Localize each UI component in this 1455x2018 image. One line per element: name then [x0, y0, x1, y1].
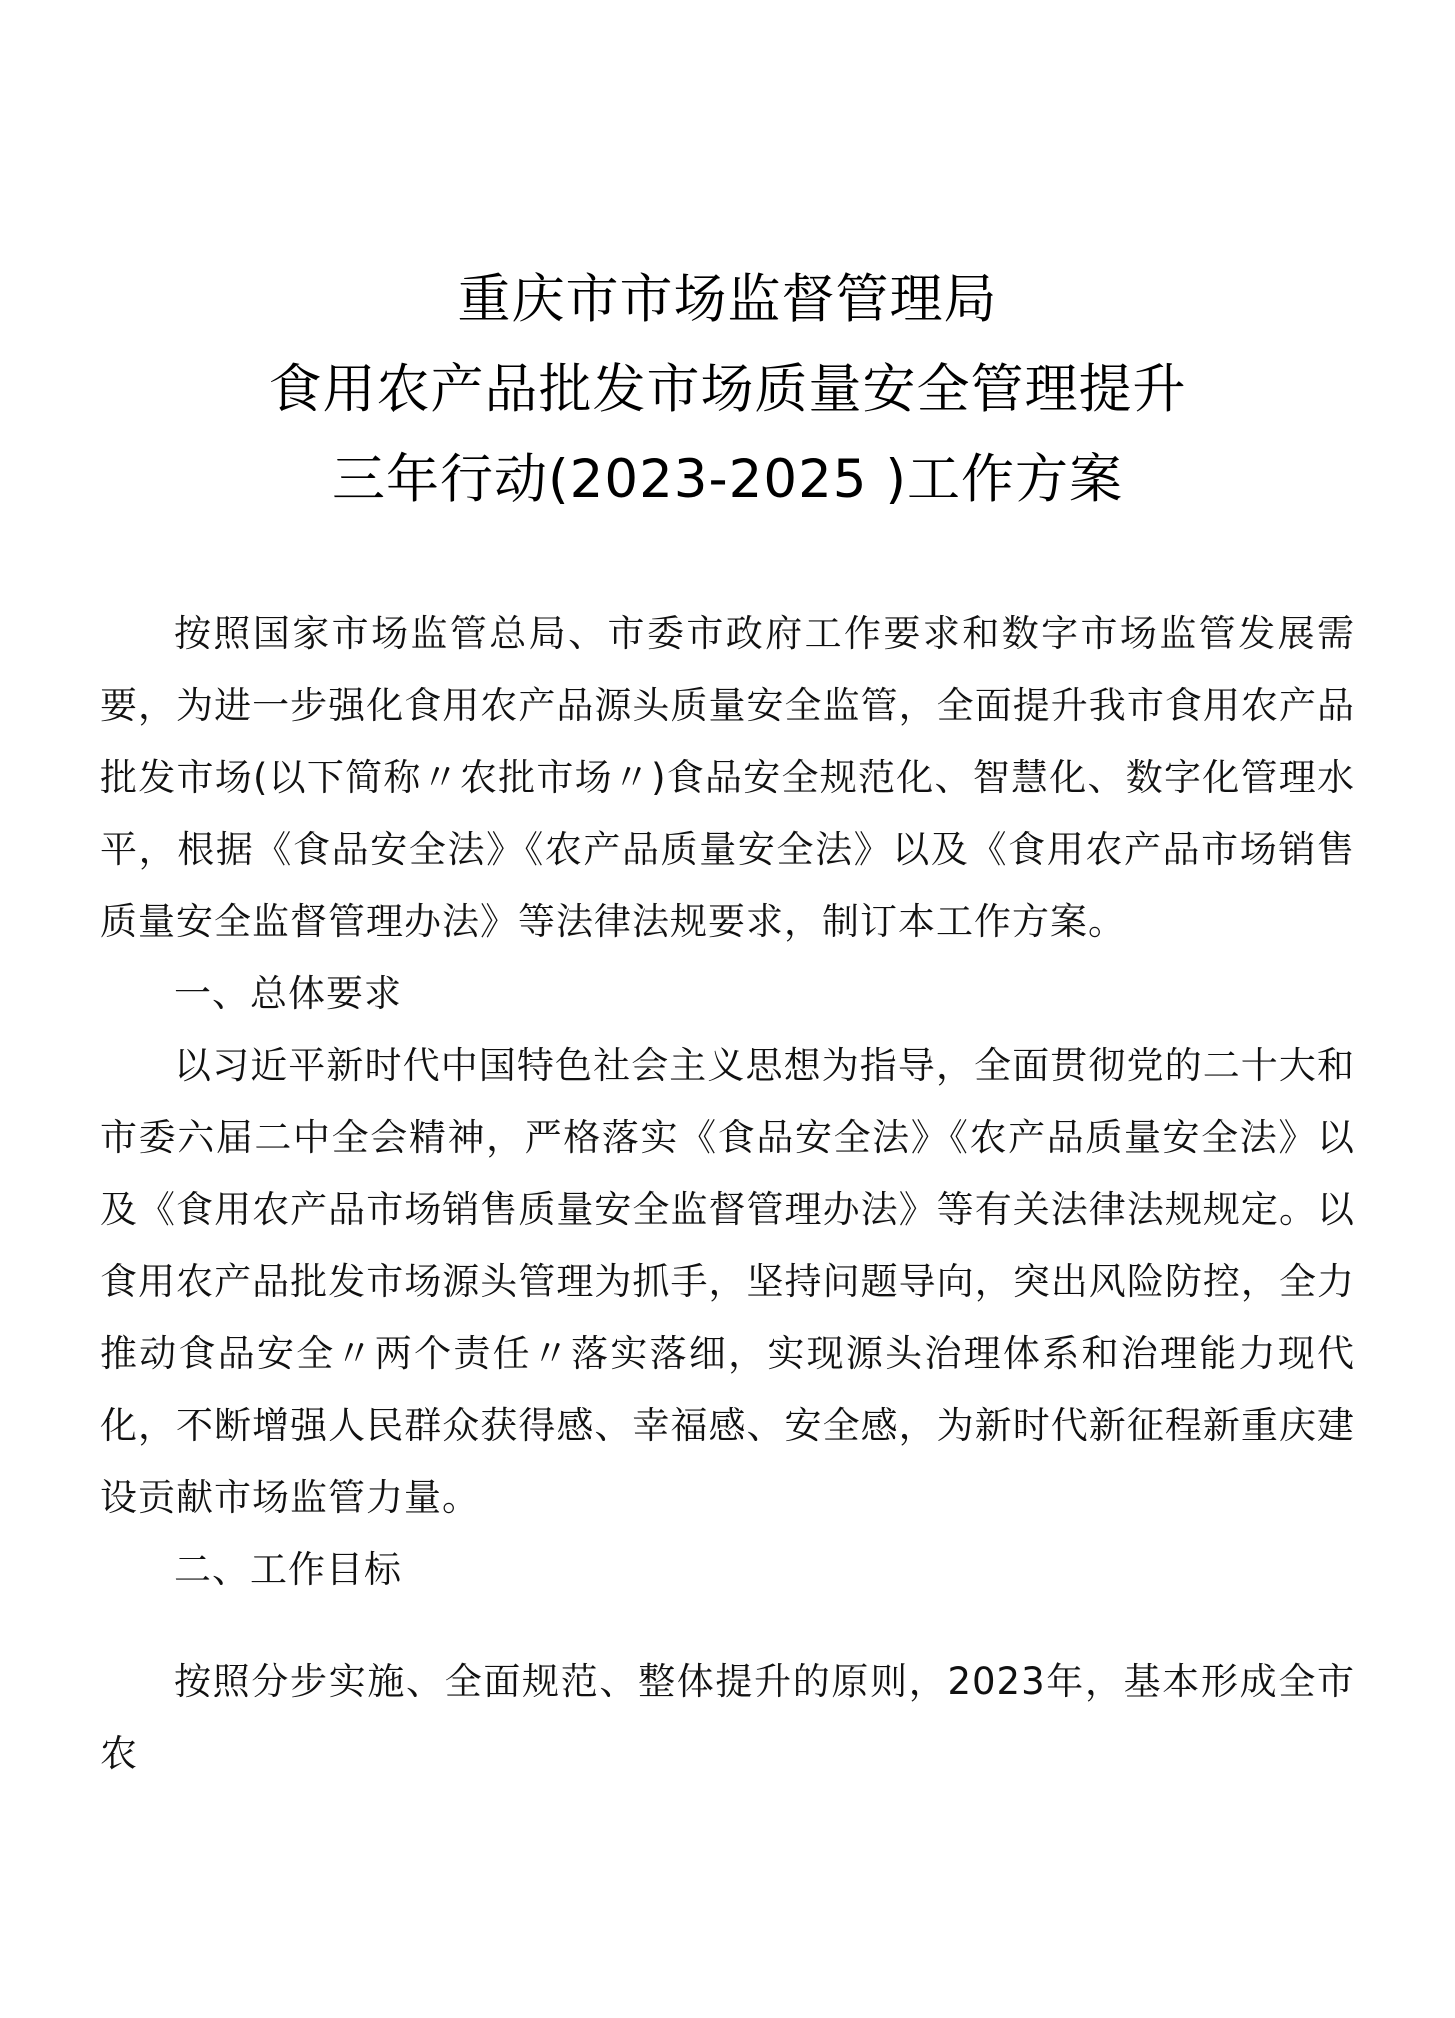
document-body [100, 598, 1355, 1790]
title-line-subject: 食用农产品批发市场质量安全管理提升 [268, 359, 1187, 420]
section-heading-work-goals: 二、工作目标 [174, 1548, 402, 1591]
title-line-issuer: 重庆市市场监督管理局 [457, 269, 998, 330]
section-paragraph-work-goals: 按照分步实施、全面规范、整体提升的原则，2023年，基本形成全市农 [100, 1660, 1355, 1775]
intro-paragraph: 按照国家市场监管总局、市委市政府工作要求和数字市场监管发展需要，为进一步强化食用农产品源头质量安全监管，全面提升我市食用农产品批发市场(以下简称〃农批市场〃)食品安全规范化、智慧化、数字化管理水平，根据《食品安全法》《农产品质量安全法》以及《食用农产品市场销售质量安全监督管理办法》等法律法规要求，制订本工作方案。 [100, 612, 1355, 943]
title-line-plan: 三年行动(2023-2025 )工作方案 [331, 449, 1124, 510]
document-title [0, 255, 1455, 525]
section-heading-overall-requirements: 一、总体要求 [174, 972, 402, 1015]
section-paragraph-overall-requirements: 以习近平新时代中国特色社会主义思想为指导，全面贯彻党的二十大和市委六届二中全会精神，严格落实《食品安全法》《农产品质量安全法》以及《食用农产品市场销售质量安全监督管理办法》等有关法律法规规定。以食用农产品批发市场源头管理为抓手，坚持问题导向，突出风险防控，全力推动食品安全〃两个责任〃落实落细，实现源头治理体系和治理能力现代化，不断增强人民群众获得感、幸福感、安全感，为新时代新征程新重庆建设贡献市场监管力量。 [100, 1044, 1355, 1519]
